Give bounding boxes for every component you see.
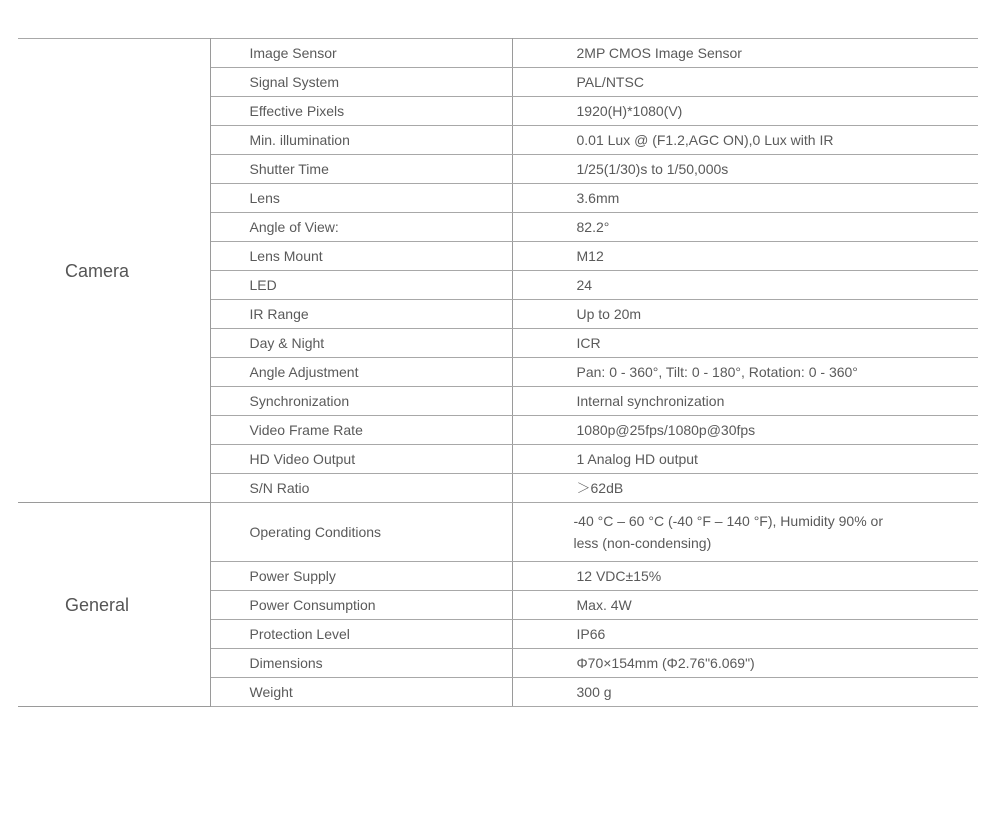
param-label: Weight — [210, 678, 512, 707]
param-label: Min. illumination — [210, 126, 512, 155]
param-label: S/N Ratio — [210, 474, 512, 503]
param-value: 1080p@25fps/1080p@30fps — [512, 416, 978, 445]
param-value: 24 — [512, 271, 978, 300]
param-value: -40 °C – 60 °C (-40 °F – 140 °F), Humidity 90% or less (non-condensing) — [512, 503, 978, 562]
param-label: Synchronization — [210, 387, 512, 416]
param-value: 300 g — [512, 678, 978, 707]
param-label: Lens — [210, 184, 512, 213]
category-general: General — [18, 503, 210, 707]
param-label: Power Consumption — [210, 591, 512, 620]
param-value: 82.2° — [512, 213, 978, 242]
param-value: Pan: 0 - 360°, Tilt: 0 - 180°, Rotation: 0 - 360° — [512, 358, 978, 387]
param-value: M12 — [512, 242, 978, 271]
param-value: Up to 20m — [512, 300, 978, 329]
param-label: Angle Adjustment — [210, 358, 512, 387]
param-value: 1 Analog HD output — [512, 445, 978, 474]
param-label: Image Sensor — [210, 39, 512, 68]
param-label: Angle of View: — [210, 213, 512, 242]
category-camera: Camera — [18, 39, 210, 503]
param-label: Shutter Time — [210, 155, 512, 184]
param-value: 1920(H)*1080(V) — [512, 97, 978, 126]
param-value: ICR — [512, 329, 978, 358]
param-value: 12 VDC±15% — [512, 562, 978, 591]
spec-table — [18, 38, 978, 707]
param-label: LED — [210, 271, 512, 300]
param-value: PAL/NTSC — [512, 68, 978, 97]
param-label: Dimensions — [210, 649, 512, 678]
param-value: Φ70×154mm (Φ2.76"6.069") — [512, 649, 978, 678]
param-value: IP66 — [512, 620, 978, 649]
param-value: 1/25(1/30)s to 1/50,000s — [512, 155, 978, 184]
param-label: HD Video Output — [210, 445, 512, 474]
param-value: 2MP CMOS Image Sensor — [512, 39, 978, 68]
param-value: 0.01 Lux @ (F1.2,AGC ON),0 Lux with IR — [512, 126, 978, 155]
param-label: IR Range — [210, 300, 512, 329]
param-label: Effective Pixels — [210, 97, 512, 126]
param-label: Protection Level — [210, 620, 512, 649]
param-value: Internal synchronization — [512, 387, 978, 416]
param-value: Max. 4W — [512, 591, 978, 620]
param-label: Lens Mount — [210, 242, 512, 271]
param-label: Video Frame Rate — [210, 416, 512, 445]
param-label: Operating Conditions — [210, 503, 512, 562]
param-value: ＞62dB — [512, 474, 978, 503]
param-label: Power Supply — [210, 562, 512, 591]
spec-row — [18, 503, 978, 562]
spec-row — [18, 39, 978, 68]
param-value: 3.6mm — [512, 184, 978, 213]
param-label: Signal System — [210, 68, 512, 97]
param-label: Day & Night — [210, 329, 512, 358]
